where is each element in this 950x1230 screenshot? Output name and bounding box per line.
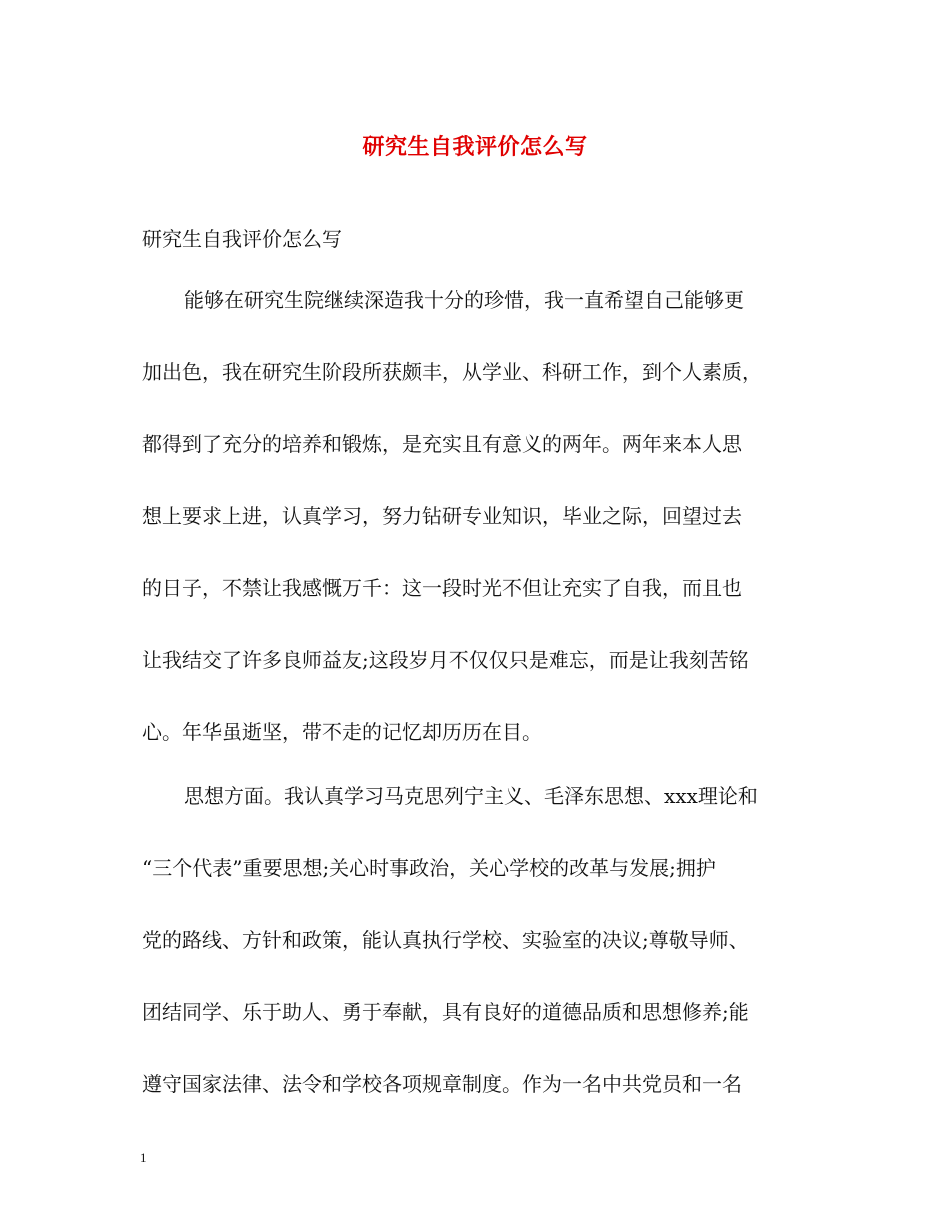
paragraph-line: 的日子，不禁让我感慨万千：这一段时光不但让充实了自我，而且也 bbox=[142, 576, 742, 600]
paragraph-line: 心。年华虽逝坚，带不走的记忆却历历在目。 bbox=[142, 720, 542, 744]
paragraph-line: 想上要求上进，认真学习，努力钻研专业知识，毕业之际，回望过去 bbox=[142, 504, 742, 528]
paragraph-line: 能够在研究生院继续深造我十分的珍惜，我一直希望自己能够更 bbox=[184, 288, 744, 312]
paragraph-line: 都得到了充分的培养和锻炼，是充实且有意义的两年。两年来本人思 bbox=[142, 432, 742, 456]
paragraph-line: 党的路线、方针和政策，能认真执行学校、实验室的决议;尊敬导师、 bbox=[142, 928, 749, 952]
paragraph-line: “三个代表”重要思想;关心时事政治，关心学校的改革与发展;拥护 bbox=[142, 856, 716, 880]
paragraph-line: 加出色，我在研究生阶段所获颇丰，从学业、科研工作，到个人素质， bbox=[142, 360, 762, 384]
document-title: 研究生自我评价怎么写 bbox=[362, 134, 588, 160]
document-subtitle: 研究生自我评价怎么写 bbox=[142, 227, 342, 251]
page-number: 1 bbox=[140, 1150, 147, 1165]
paragraph-line: 思想方面。我认真学习马克思列宁主义、毛泽东思想、xxx理论和 bbox=[184, 784, 758, 808]
paragraph-line: 团结同学、乐于助人、勇于奉献，具有良好的道德品质和思想修养;能 bbox=[142, 1000, 749, 1024]
paragraph-line: 让我结交了许多良师益友;这段岁月不仅仅只是难忘，而是让我刻苦铭 bbox=[142, 648, 749, 672]
paragraph-line: 遵守国家法律、法令和学校各项规章制度。作为一名中共党员和一名 bbox=[142, 1072, 742, 1096]
